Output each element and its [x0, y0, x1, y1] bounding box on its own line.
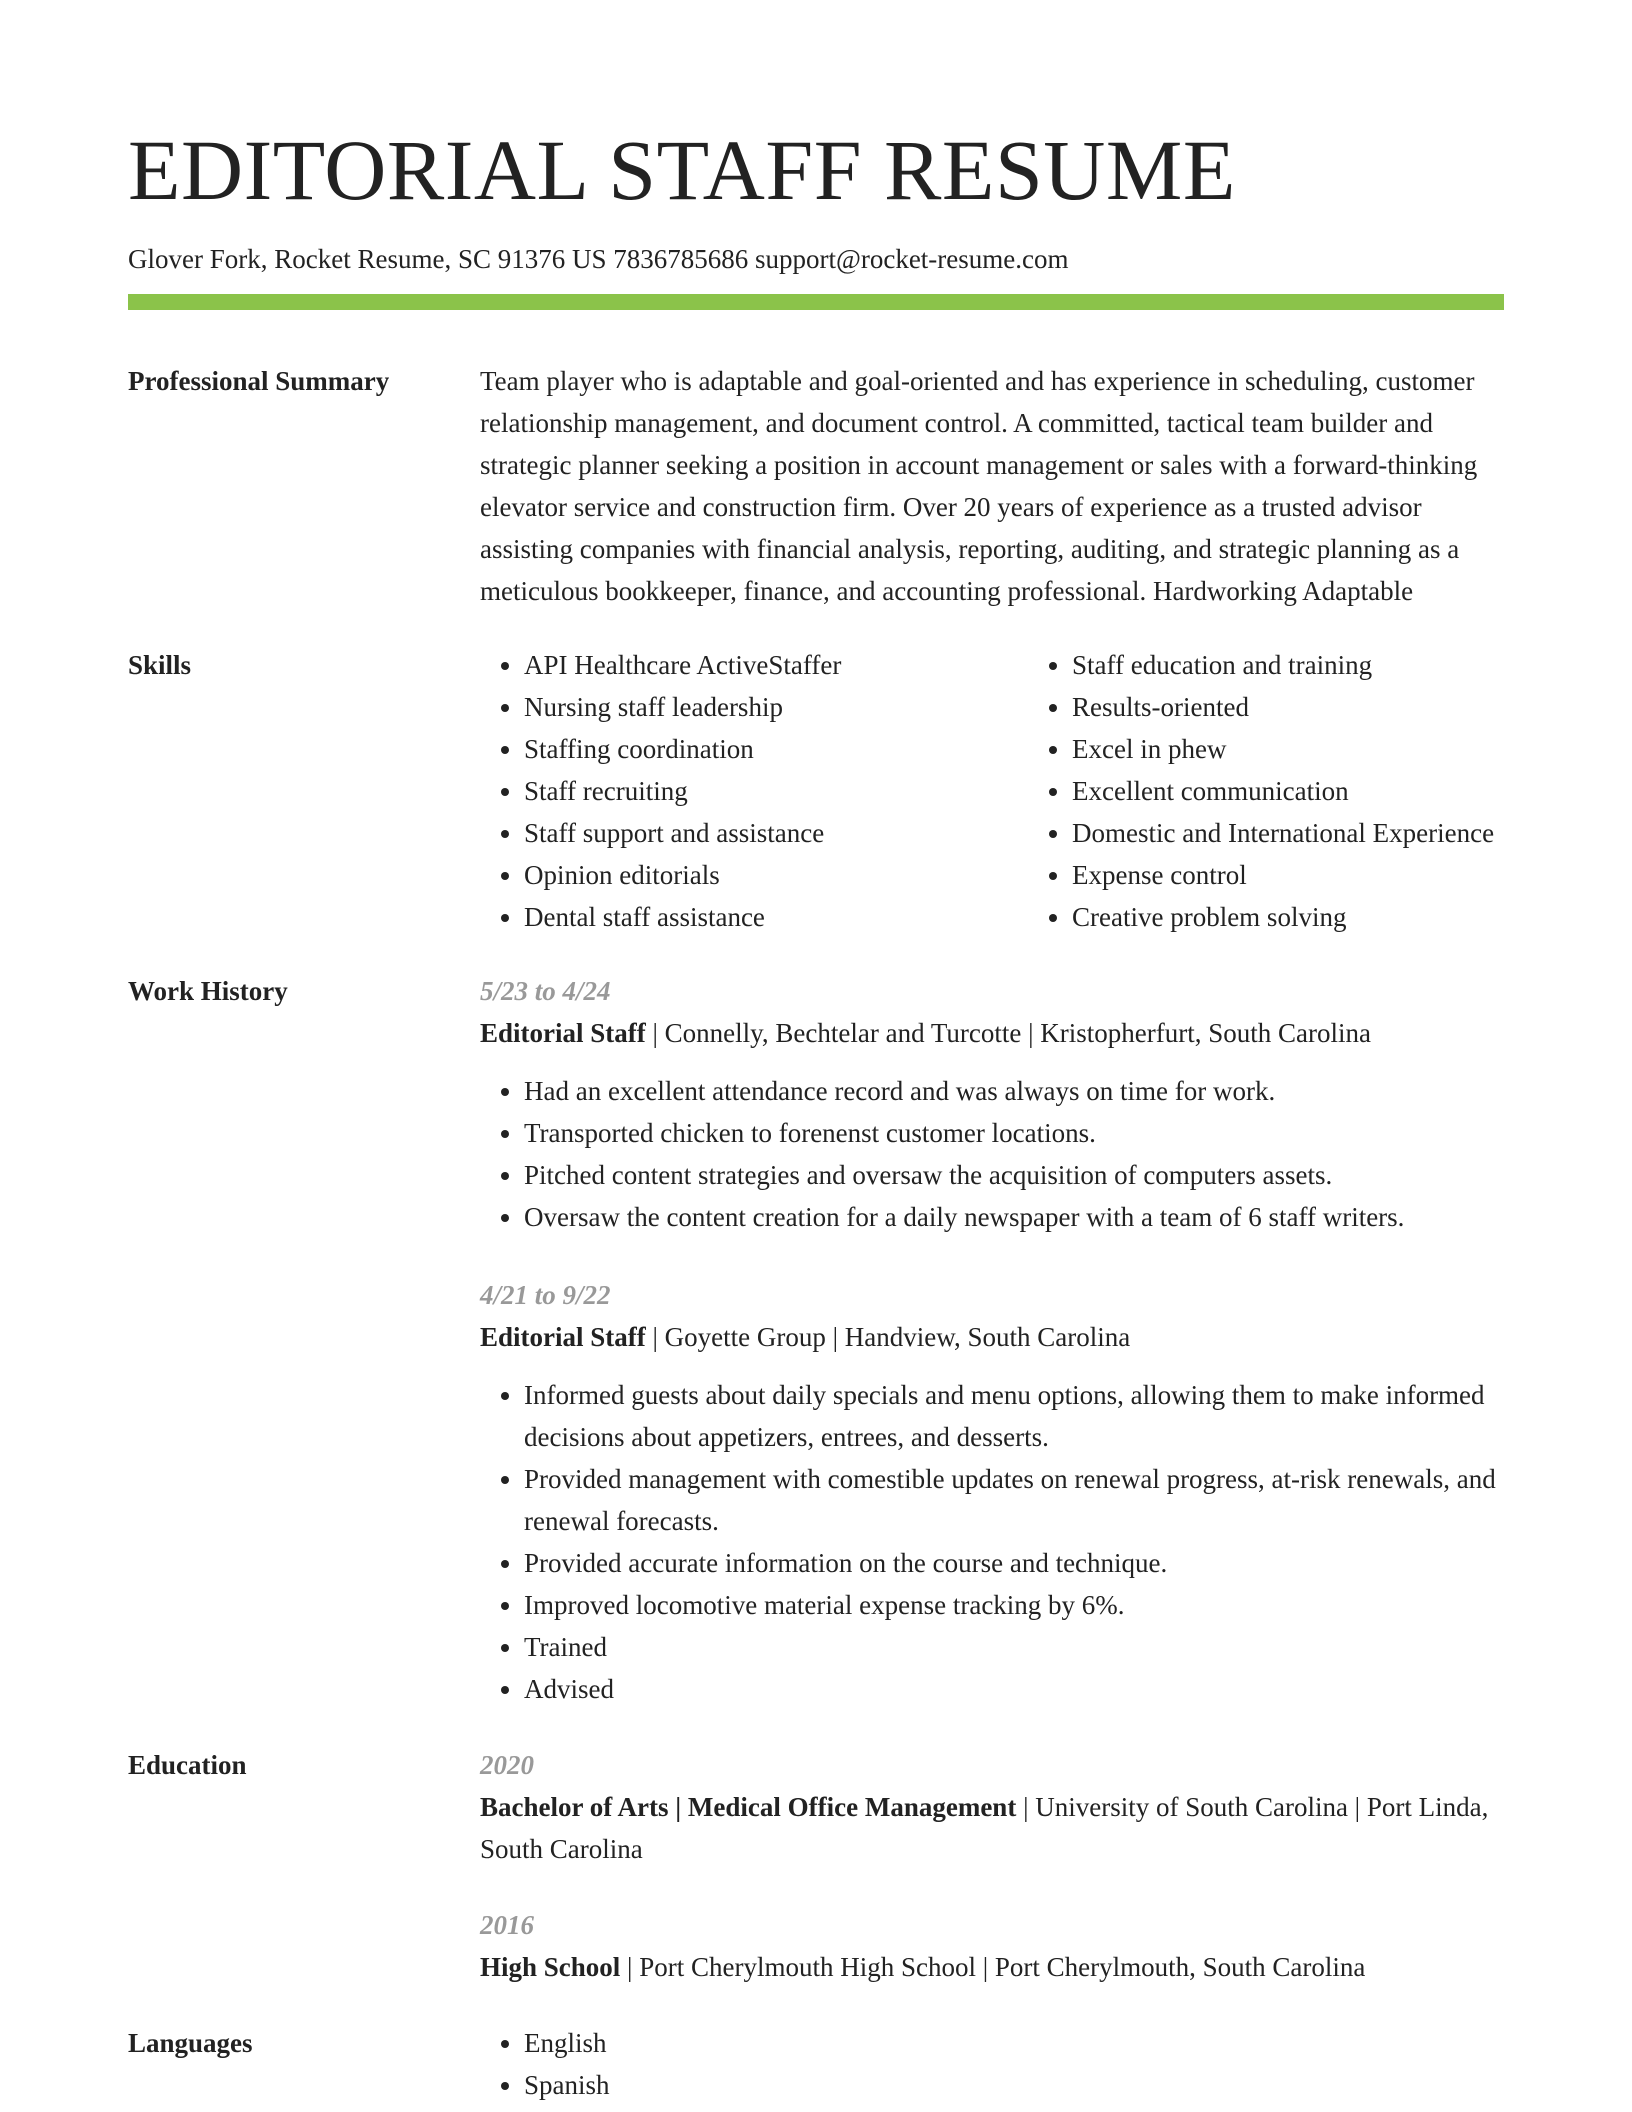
education-heading	[480, 1786, 1504, 1870]
accent-divider	[128, 294, 1504, 310]
skill-item: • Excellent communication	[1072, 770, 1576, 812]
section-label-languages: Languages	[128, 2028, 253, 2058]
summary-section	[128, 360, 1504, 612]
skill-item: • Opinion editorials	[524, 854, 1028, 896]
education-school-location: | University of South Carolina | Port Linda, South Carolina	[480, 1792, 1489, 1864]
languages-section	[128, 2022, 1504, 2106]
job-bullet: • Oversaw the content creation for a daily newspaper with a team of 6 staff writers.	[524, 1196, 1504, 1238]
resume-title: EDITORIAL STAFF RESUME	[128, 122, 1236, 218]
job-heading	[480, 1316, 1504, 1358]
education-degree: Bachelor of Arts | Medical Office Management	[480, 1792, 1017, 1822]
section-label-skills: Skills	[128, 650, 192, 680]
job-bullet: • Informed guests about daily specials and menu options, allowing them to make informed decisions about appetizers, entrees, and desserts.	[524, 1374, 1504, 1458]
education-heading	[480, 1946, 1504, 1988]
job-bullet: • Had an excellent attendance record and was always on time for work.	[524, 1070, 1504, 1112]
work-history-section	[128, 970, 1504, 1710]
job-bullet: • Pitched content strategies and oversaw the acquisition of computers assets.	[524, 1154, 1504, 1196]
job-bullets	[480, 1070, 1504, 1238]
job-entry	[480, 970, 1504, 1238]
languages-list	[480, 2022, 1504, 2106]
section-label-work-history: Work History	[128, 976, 288, 1006]
education-section	[128, 1744, 1504, 1988]
skill-item: • Staffing coordination	[524, 728, 1028, 770]
language-item: • Spanish	[524, 2064, 1504, 2106]
skill-item: • Expense control	[1072, 854, 1576, 896]
job-bullet: • Transported chicken to forenenst customer locations.	[524, 1112, 1504, 1154]
education-year: 2016	[480, 1910, 534, 1940]
job-bullets	[480, 1374, 1504, 1710]
skills-column-left	[480, 644, 1028, 938]
skill-item: • Excel in phew	[1072, 728, 1576, 770]
job-title: Editorial Staff	[480, 1018, 646, 1048]
education-degree: High School	[480, 1952, 621, 1982]
job-employer-location: | Connelly, Bechtelar and Turcotte | Kristopherfurt, South Carolina	[645, 1018, 1371, 1048]
skill-item: • Results-oriented	[1072, 686, 1576, 728]
skill-item: • Nursing staff leadership	[524, 686, 1028, 728]
job-bullet: • Advised	[524, 1668, 1504, 1710]
education-entry	[480, 1744, 1504, 1870]
job-heading	[480, 1012, 1504, 1054]
section-label-education: Education	[128, 1750, 247, 1780]
skills-columns	[480, 644, 1576, 938]
job-dates: 4/21 to 9/22	[480, 1280, 611, 1310]
job-bullet: • Improved locomotive material expense tracking by 6%.	[524, 1584, 1504, 1626]
education-entry	[480, 1904, 1504, 1988]
job-bullet: • Trained	[524, 1626, 1504, 1668]
skill-item: • Staff support and assistance	[524, 812, 1028, 854]
education-school-location: | Port Cherylmouth High School | Port Cherylmouth, South Carolina	[620, 1952, 1366, 1982]
job-title: Editorial Staff	[480, 1322, 646, 1352]
language-item: • English	[524, 2022, 1504, 2064]
skill-item: • Staff recruiting	[524, 770, 1028, 812]
job-bullet: • Provided management with comestible updates on renewal progress, at-risk renewals, and renewal forecasts.	[524, 1458, 1504, 1542]
job-employer-location: | Goyette Group | Handview, South Carolina	[645, 1322, 1131, 1352]
resume-page	[128, 0, 1504, 2106]
skills-section	[128, 644, 1504, 938]
contact-line: Glover Fork, Rocket Resume, SC 91376 US 7836785686 support@rocket-resume.com	[128, 244, 1069, 274]
skill-item: • Creative problem solving	[1072, 896, 1576, 938]
education-year: 2020	[480, 1750, 534, 1780]
summary-text: Team player who is adaptable and goal-oriented and has experience in scheduling, customer relationship management, and document control. A committed, tactical team builder and strategic planner seeking a position in account management or sales with a forward-thinking elevator service and construction firm. Over 20 years of experience as a trusted advisor assisting companies with financial analysis, reporting, auditing, and strategic planning as a meticulous bookkeeper, finance, and accounting professional. Hardworking Adaptable	[480, 366, 1478, 606]
skill-item: • API Healthcare ActiveStaffer	[524, 644, 1028, 686]
skills-column-right	[1028, 644, 1576, 938]
skill-item: • Dental staff assistance	[524, 896, 1028, 938]
skill-item: • Domestic and International Experience	[1072, 812, 1576, 854]
job-dates: 5/23 to 4/24	[480, 976, 611, 1006]
job-bullet: • Provided accurate information on the course and technique.	[524, 1542, 1504, 1584]
section-label-summary: Professional Summary	[128, 366, 390, 396]
job-entry	[480, 1274, 1504, 1710]
skill-item: • Staff education and training	[1072, 644, 1576, 686]
